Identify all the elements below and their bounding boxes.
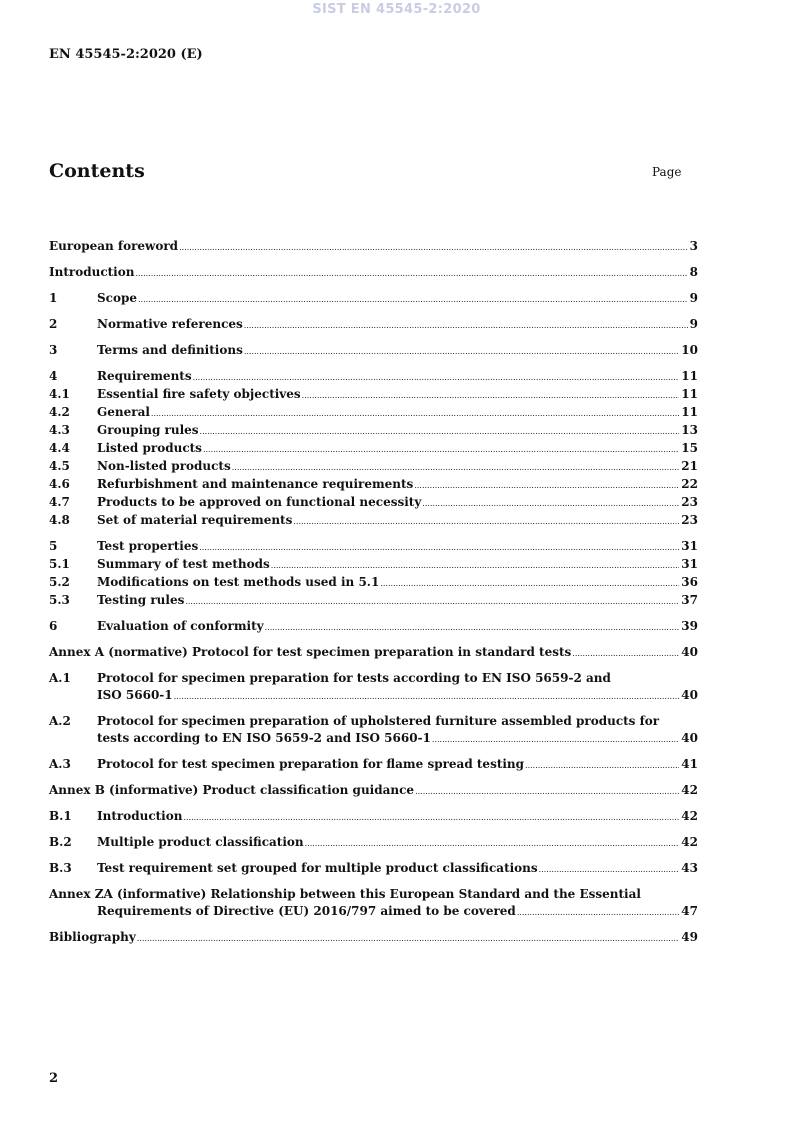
toc-entry-body bbox=[49, 782, 698, 800]
toc-entry-title: Annex A (normative) Protocol for test specimen preparation in standard tests bbox=[49, 645, 572, 659]
page-column-label: Page bbox=[652, 165, 682, 179]
toc-entry-line bbox=[97, 556, 698, 574]
toc-entry-page: 31 bbox=[681, 557, 698, 571]
toc-entry-body bbox=[97, 316, 698, 334]
toc-entry[interactable] bbox=[49, 512, 698, 530]
toc-entry-line bbox=[97, 476, 698, 494]
dot-leader bbox=[572, 645, 679, 662]
toc-entry-title: Terms and definitions bbox=[97, 343, 243, 357]
toc-entry[interactable] bbox=[49, 834, 698, 852]
toc-entry-title: Multiple product classification bbox=[97, 835, 304, 849]
toc-entry-number: 4.1 bbox=[49, 387, 70, 401]
dot-leader bbox=[415, 783, 679, 800]
toc-entry[interactable] bbox=[49, 404, 698, 422]
dot-leader bbox=[422, 495, 679, 512]
toc-entry-line bbox=[97, 756, 698, 774]
dot-leader bbox=[305, 835, 680, 852]
toc-entry[interactable] bbox=[49, 782, 698, 800]
toc-entry-page: 15 bbox=[681, 441, 698, 455]
dot-leader bbox=[525, 757, 679, 774]
toc-entry-title: Requirements of Directive (EU) 2016/797 aimed to be covered bbox=[97, 904, 516, 918]
toc-entry-page: 11 bbox=[681, 405, 698, 419]
toc-entry-title: Modifications on test methods used in 5.1 bbox=[97, 575, 380, 589]
toc-entry-number: 1 bbox=[49, 291, 58, 305]
toc-entry-title: Test requirement set grouped for multiple product classifications bbox=[97, 861, 538, 875]
toc-entry-title: Listed products bbox=[97, 441, 202, 455]
toc-entry[interactable] bbox=[49, 422, 698, 440]
toc-entry-number: 4.8 bbox=[49, 513, 70, 527]
dot-leader bbox=[185, 593, 679, 610]
dot-leader bbox=[432, 731, 679, 748]
toc-entry-title: Annex ZA (informative) Relationship between this European Standard and the Essential bbox=[49, 887, 641, 901]
toc-entry[interactable] bbox=[49, 290, 698, 308]
toc-entry-body bbox=[97, 756, 698, 774]
toc-entry-title: ISO 5660-1 bbox=[97, 688, 173, 702]
toc-entry-title: Normative references bbox=[97, 317, 243, 331]
dot-leader bbox=[199, 539, 679, 556]
watermark: SIST EN 45545-2:2020 bbox=[312, 2, 481, 17]
toc-entry-number: 5.3 bbox=[49, 593, 70, 607]
toc-entry-page: 47 bbox=[681, 904, 698, 918]
toc-entry-title: Introduction bbox=[49, 265, 135, 279]
dot-leader bbox=[265, 619, 680, 636]
toc-entry-number: 2 bbox=[49, 317, 58, 331]
toc-entry-line bbox=[97, 574, 698, 592]
toc-entry-body bbox=[49, 264, 698, 282]
dot-leader bbox=[293, 513, 679, 530]
toc-entry-body bbox=[97, 592, 698, 610]
dot-leader bbox=[232, 459, 680, 476]
toc-entry-line bbox=[49, 903, 698, 921]
toc-entry-line bbox=[97, 316, 698, 334]
toc-entry-number: 5.2 bbox=[49, 575, 70, 589]
dot-leader bbox=[302, 387, 680, 404]
toc-entry-body bbox=[97, 386, 698, 404]
dot-leader bbox=[174, 688, 680, 705]
toc-entry-title: Requirements bbox=[97, 369, 192, 383]
toc-entry-body bbox=[49, 238, 698, 256]
toc-entry[interactable] bbox=[49, 929, 698, 947]
dot-leader bbox=[135, 265, 687, 282]
toc-entry[interactable] bbox=[49, 538, 698, 556]
toc-entry-number: A.1 bbox=[49, 671, 71, 685]
toc-entry-body bbox=[97, 440, 698, 458]
toc-entry-body bbox=[97, 422, 698, 440]
table-of-contents bbox=[49, 238, 698, 947]
toc-entry-number: 6 bbox=[49, 619, 58, 633]
toc-entry-title: European foreword bbox=[49, 239, 179, 253]
dot-leader bbox=[539, 861, 680, 878]
toc-entry-number: 3 bbox=[49, 343, 58, 357]
toc-entry[interactable] bbox=[49, 886, 698, 921]
toc-entry[interactable] bbox=[49, 644, 698, 662]
toc-entry-line bbox=[97, 670, 698, 687]
toc-entry-line bbox=[49, 929, 698, 947]
toc-entry-title: Essential fire safety objectives bbox=[97, 387, 301, 401]
dot-leader bbox=[138, 291, 688, 308]
toc-entry-line bbox=[97, 512, 698, 530]
toc-entry-title: General bbox=[97, 405, 150, 419]
toc-entry-line bbox=[97, 342, 698, 360]
toc-entry-body bbox=[49, 929, 698, 947]
toc-entry-line bbox=[97, 713, 698, 730]
dot-leader bbox=[414, 477, 679, 494]
toc-entry-page: 40 bbox=[681, 645, 698, 659]
toc-entry[interactable] bbox=[49, 860, 698, 878]
toc-entry-line bbox=[49, 238, 698, 256]
toc-entry-line bbox=[97, 368, 698, 386]
toc-entry-page: 9 bbox=[689, 291, 698, 305]
dot-leader bbox=[200, 423, 680, 440]
toc-entry-body bbox=[97, 556, 698, 574]
toc-entry-line bbox=[97, 860, 698, 878]
toc-entry-body bbox=[97, 404, 698, 422]
dot-leader bbox=[517, 904, 679, 921]
toc-entry-page: 8 bbox=[689, 265, 698, 279]
toc-entry-page: 40 bbox=[681, 688, 698, 702]
toc-entry-number: B.3 bbox=[49, 861, 72, 875]
toc-entry[interactable] bbox=[49, 440, 698, 458]
toc-entry-body bbox=[97, 290, 698, 308]
toc-entry-body bbox=[97, 618, 698, 636]
toc-entry-page: 22 bbox=[681, 477, 698, 491]
toc-entry-number: 4.7 bbox=[49, 495, 70, 509]
toc-entry-page: 11 bbox=[681, 369, 698, 383]
toc-entry-page: 41 bbox=[681, 757, 698, 771]
toc-entry-title: tests according to EN ISO 5659-2 and ISO 5660-1 bbox=[97, 731, 431, 745]
toc-entry-page: 42 bbox=[681, 809, 698, 823]
toc-entry-line bbox=[97, 538, 698, 556]
toc-entry-body bbox=[97, 574, 698, 592]
toc-entry-line bbox=[97, 494, 698, 512]
dot-leader bbox=[183, 809, 679, 826]
page-number: 2 bbox=[49, 1071, 59, 1086]
toc-entry-body bbox=[97, 476, 698, 494]
toc-entry[interactable] bbox=[49, 574, 698, 592]
toc-entry-page: 40 bbox=[681, 731, 698, 745]
dot-leader bbox=[244, 343, 679, 360]
dot-leader bbox=[271, 557, 680, 574]
toc-entry-title: Testing rules bbox=[97, 593, 185, 607]
toc-entry-title: Test properties bbox=[97, 539, 199, 553]
toc-entry[interactable] bbox=[49, 756, 698, 774]
toc-entry-title: Annex B (informative) Product classification guidance bbox=[49, 783, 415, 797]
dot-leader bbox=[244, 317, 688, 334]
toc-entry-page: 23 bbox=[681, 513, 698, 527]
toc-entry-body bbox=[97, 713, 698, 748]
toc-entry-page: 43 bbox=[681, 861, 698, 875]
toc-entry-number: 4.3 bbox=[49, 423, 70, 437]
toc-entry[interactable] bbox=[49, 808, 698, 826]
toc-entry-title: Set of material requirements bbox=[97, 513, 293, 527]
toc-entry-number: B.2 bbox=[49, 835, 72, 849]
toc-entry-body bbox=[97, 494, 698, 512]
toc-entry-page: 11 bbox=[681, 387, 698, 401]
toc-entry[interactable] bbox=[49, 556, 698, 574]
toc-entry-line bbox=[97, 422, 698, 440]
toc-entry-title: Products to be approved on functional necessity bbox=[97, 495, 422, 509]
toc-entry-line bbox=[97, 592, 698, 610]
toc-entry-page: 42 bbox=[681, 835, 698, 849]
toc-entry-line bbox=[97, 808, 698, 826]
toc-entry-page: 42 bbox=[681, 783, 698, 797]
toc-entry-title: Protocol for specimen preparation for tests according to EN ISO 5659-2 and bbox=[97, 671, 611, 685]
toc-entry-line bbox=[97, 834, 698, 852]
toc-entry-line bbox=[97, 290, 698, 308]
toc-entry[interactable] bbox=[49, 316, 698, 334]
toc-entry-title: Protocol for specimen preparation of upholstered furniture assembled products for bbox=[97, 714, 660, 728]
dot-leader bbox=[179, 239, 688, 256]
toc-entry-page: 13 bbox=[681, 423, 698, 437]
toc-entry-line bbox=[97, 404, 698, 422]
toc-entry-number: 4.6 bbox=[49, 477, 70, 491]
toc-entry-page: 10 bbox=[681, 343, 698, 357]
toc-entry-line bbox=[97, 440, 698, 458]
toc-entry-title: Introduction bbox=[97, 809, 183, 823]
toc-entry-body bbox=[97, 860, 698, 878]
toc-entry[interactable] bbox=[49, 386, 698, 404]
dot-leader bbox=[151, 405, 679, 422]
toc-entry-line bbox=[97, 687, 698, 705]
toc-entry[interactable] bbox=[49, 494, 698, 512]
toc-entry-page: 3 bbox=[689, 239, 698, 253]
toc-entry-page: 37 bbox=[681, 593, 698, 607]
toc-entry-body bbox=[97, 458, 698, 476]
toc-entry-line bbox=[97, 730, 698, 748]
toc-entry-number: 4.2 bbox=[49, 405, 70, 419]
toc-entry-number: A.3 bbox=[49, 757, 71, 771]
toc-entry-number: A.2 bbox=[49, 714, 71, 728]
toc-entry-page: 31 bbox=[681, 539, 698, 553]
toc-entry-number: B.1 bbox=[49, 809, 72, 823]
toc-entry-line bbox=[97, 386, 698, 404]
toc-entry-title: Grouping rules bbox=[97, 423, 199, 437]
toc-entry-number: 4 bbox=[49, 369, 58, 383]
toc-entry-page: 23 bbox=[681, 495, 698, 509]
toc-entry-line bbox=[49, 782, 698, 800]
toc-entry-body bbox=[97, 368, 698, 386]
dot-leader bbox=[380, 575, 679, 592]
toc-entry-body bbox=[97, 670, 698, 705]
toc-entry[interactable] bbox=[49, 458, 698, 476]
toc-entry-body bbox=[97, 512, 698, 530]
toc-entry-line bbox=[97, 618, 698, 636]
toc-entry-page: 39 bbox=[681, 619, 698, 633]
toc-entry-title: Non-listed products bbox=[97, 459, 231, 473]
toc-entry-title: Scope bbox=[97, 291, 138, 305]
toc-entry-line bbox=[49, 886, 698, 903]
toc-entry[interactable] bbox=[49, 670, 698, 705]
toc-entry[interactable] bbox=[49, 368, 698, 386]
dot-leader bbox=[203, 441, 679, 458]
toc-entry[interactable] bbox=[49, 264, 698, 282]
toc-entry-number: 4.4 bbox=[49, 441, 70, 455]
toc-entry-line bbox=[49, 644, 698, 662]
toc-entry-number: 5 bbox=[49, 539, 58, 553]
toc-entry[interactable] bbox=[49, 592, 698, 610]
toc-entry[interactable] bbox=[49, 618, 698, 636]
toc-entry-body bbox=[49, 644, 698, 662]
toc-entry-body bbox=[49, 886, 698, 921]
toc-entry-page: 49 bbox=[681, 930, 698, 944]
dot-leader bbox=[193, 369, 680, 386]
toc-entry-body bbox=[97, 834, 698, 852]
toc-entry-title: Evaluation of conformity bbox=[97, 619, 264, 633]
contents-title: Contents bbox=[49, 160, 145, 182]
toc-entry-title: Bibliography bbox=[49, 930, 136, 944]
dot-leader bbox=[137, 930, 680, 947]
toc-entry-number: 5.1 bbox=[49, 557, 70, 571]
toc-entry-body bbox=[97, 538, 698, 556]
toc-entry-body bbox=[97, 342, 698, 360]
toc-entry-title: Refurbishment and maintenance requirements bbox=[97, 477, 414, 491]
toc-entry-page: 36 bbox=[681, 575, 698, 589]
document-id: EN 45545-2:2020 (E) bbox=[49, 47, 203, 62]
toc-entry[interactable] bbox=[49, 238, 698, 256]
toc-entry-line bbox=[49, 264, 698, 282]
toc-entry-page: 9 bbox=[689, 317, 698, 331]
toc-entry-line bbox=[97, 458, 698, 476]
toc-entry-title: Protocol for test specimen preparation for flame spread testing bbox=[97, 757, 525, 771]
toc-entry[interactable] bbox=[49, 476, 698, 494]
toc-entry-page: 21 bbox=[681, 459, 698, 473]
toc-entry[interactable] bbox=[49, 713, 698, 748]
toc-entry-title: Summary of test methods bbox=[97, 557, 270, 571]
toc-entry[interactable] bbox=[49, 342, 698, 360]
toc-entry-body bbox=[97, 808, 698, 826]
toc-entry-number: 4.5 bbox=[49, 459, 70, 473]
